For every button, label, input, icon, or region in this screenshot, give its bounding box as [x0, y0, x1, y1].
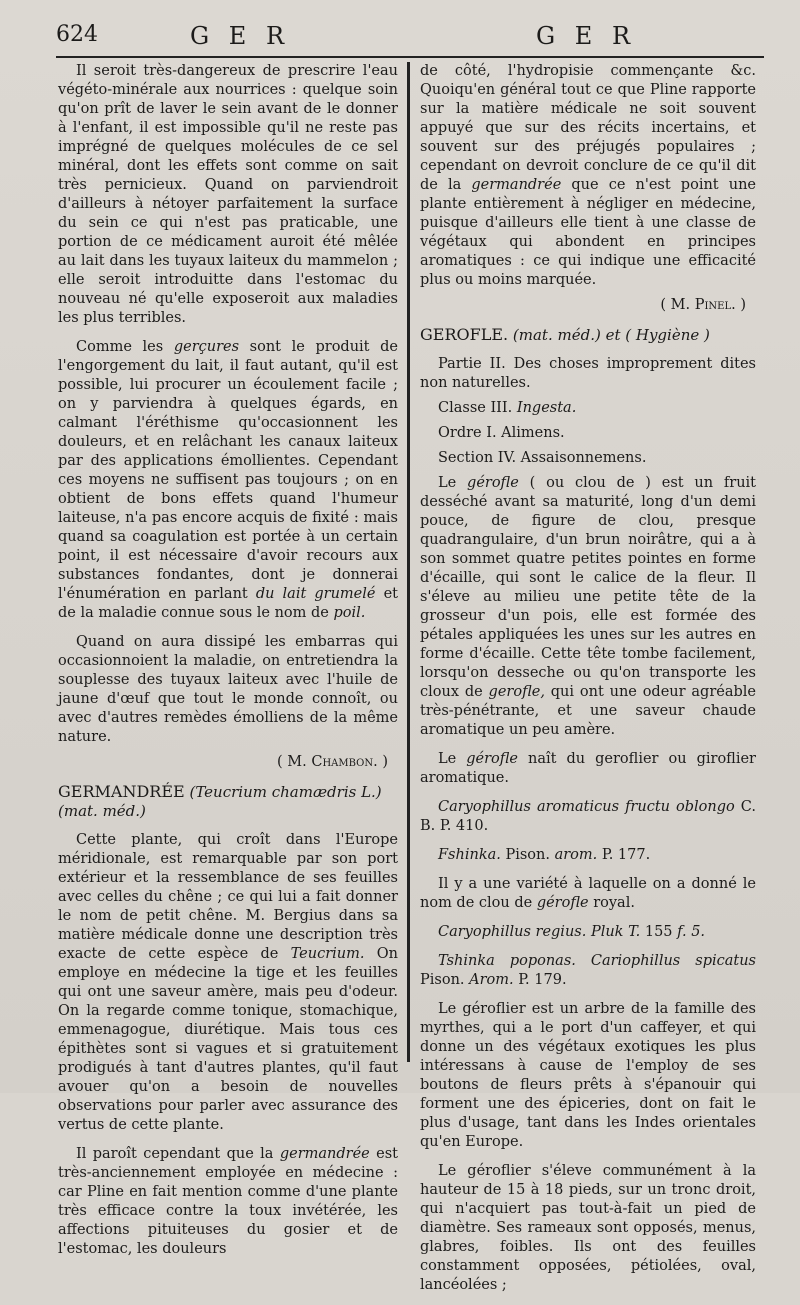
left-running-head: G E R	[190, 22, 291, 50]
column-divider	[407, 62, 410, 1062]
paragraph: Cette plante, qui croît dans l'Europe méridionale, est remarquable par son port extérieur et la ressemblance de ses feuilles avec celles du chêne ; ce qui lui a fait donner le nom de petit chêne. M. Bergius dans sa matière médicale donne une description très exacte de cette espèce de Teucrium. On employe en médecine la tige et les feuilles qui ont une saveur amère, mais peu d'odeur. On la regarde comme tonique, stomachique, emmenagogue, diurétique. Mais tous ces épithètes sont si vagues et si gratuitement prodigués à tant d'autres plantes, qu'il faut avouer qu'on a besoin de nouvelles observations pour parler avec assurance des vertus de cette plante.	[58, 832, 398, 1133]
paragraph: Il y a une variété à laquelle on a donné le nom de clou de gérofle royal.	[420, 876, 756, 911]
classification-classe: Classe III. Ingesta.	[438, 400, 577, 416]
entry-heading: GEROFLE. (mat. méd.) et ( Hygiène )	[420, 325, 710, 344]
synonym-line: Caryophillus regius. Pluk T. 155 f. 5.	[438, 924, 706, 940]
right-column	[420, 62, 756, 1305]
paragraph: Quand on aura dissipé les embarras qui occasionnoient la maladie, on entretiendra la souplesse des tuyaux laiteux avec l'huile de jaune d'œuf que tout le monde connoît, ou avec d'autres remèdes émolliens de la même nature.	[58, 634, 398, 745]
page-header	[0, 22, 800, 58]
paragraph: de côté, l'hydropisie commençante &c. Quoiqu'en général tout ce que Pline rapporte sur la matière médicale ne soit souvent appuyé que sur des récits incertains, et souvent sur des préjugés populaires ; cependant on devroit conclure de ce qu'il dit de la germandrée que ce n'est point une plante entièrement à négliger en médecine, puisque d'ailleurs elle tient à une classe de végétaux qui abondent en principes aromatiques : ce qui indique une efficacité plus ou moins marquée.	[420, 63, 756, 288]
synonym-line: Caryophillus aromaticus fructu oblongo C. B. P. 410.	[420, 799, 756, 834]
header-rule	[56, 56, 764, 58]
classification-section: Section IV. Assaisonnemens.	[438, 450, 647, 466]
paragraph: Il seroit très-dangereux de prescrire l'eau végéto-minérale aux nourrices : quelque soin qu'on prît de laver le sein avant de le donner à l'enfant, il est impossible qu'il ne reste pas imprégné de quelques molécules de ce sel minéral, dont les effets sont comme on sait très pernicieux. Quand on parviendroit d'ailleurs à nétoyer parfaitement la surface du sein ce qui n'est pas praticable, une portion de ce médicament auroit été mêlée au lait dans les tuyaux laiteux du mammelon ; elle seroit introduitte dans l'estomac du nouveau né qu'elle exposeroit aux maladies les plus terribles.	[58, 63, 398, 326]
author-signature: ( M. Pinel. )	[660, 297, 746, 313]
right-running-head: G E R	[536, 22, 637, 50]
paragraph: Le gérofle naît du geroflier ou giroflier aromatique.	[420, 751, 756, 786]
paragraph: Le géroflier s'éleve communément à la hauteur de 15 à 18 pieds, sur un tronc droit, qui n'acquiert pas tout-à-fait un pied de diamètre. Ses rameaux sont opposés, menus, glabres, foibles. Ils ont des feuilles constamment opposées, pétiolées, oval, lancéolées ;	[420, 1163, 756, 1293]
classification-partie: Partie II. Des choses improprement dites non naturelles.	[420, 356, 756, 391]
synonym-line: Fshinka. Pison. arom. P. 177.	[438, 847, 651, 863]
entry-heading: GERMANDRÉE (Teucrium chamædris L.) (mat. méd.)	[58, 782, 382, 820]
page-number: 624	[56, 22, 98, 47]
paragraph: Le géroflier est un arbre de la famille des myrthes, qui a le port d'un caffeyer, et qui donne un des végétaux exotiques les plus intéressans à cause de l'employ de ses boutons de fleurs prêts à s'épanouir qui forment une des épiceries, dont on fait le plus d'usage, tant dans les Indes orientales qu'en Europe.	[420, 1001, 756, 1150]
classification-ordre: Ordre I. Alimens.	[438, 425, 565, 441]
paragraph: Le gérofle ( ou clou de ) est un fruit desséché avant sa maturité, long d'un demi pouce, de figure de clou, presque quadrangulaire, d'un brun noirâtre, qui a à son sommet quatre petites pointes en forme d'écaille, qui sont le calice de la fleur. Il s'éleve au milieu une petite tête de la grosseur d'un pois, elle est formée des pétales appliquées les unes sur les autres en forme d'écaille. Cette tête tombe facilement, lorsqu'on desseche ou qu'on transporte les cloux de gerofle, qui ont une odeur agréable très-pénétrante, et une saveur chaude aromatique un peu amère.	[420, 475, 756, 738]
paragraph: Il paroît cependant que la germandrée est très-anciennement employée en médecine : car Pline en fait mention comme d'une plante très efficace contre la toux invétérée, les affections pituiteuses du gosier et de l'estomac, les douleurs	[58, 1146, 398, 1257]
author-signature: ( M. Chambon. )	[277, 754, 388, 770]
synonym-line: Tshinka poponas. Cariophillus spicatus Pison. Arom. P. 179.	[420, 953, 756, 988]
left-column	[58, 62, 398, 1269]
paragraph: Comme les gerçures sont le produit de l'engorgement du lait, il faut autant, qu'il est possible, lui procurer un écoulement facile ; on y parviendra à quelques égards, en calmant l'éréthisme qu'occasionnent les douleurs, et en relâchant les canaux laiteux par des applications émollientes. Cependant ces moyens ne suffisent pas toujours ; on en obtient de bons effets quand l'humeur laiteuse, n'a pas encore acquis de fixité : mais quand sa coagulation est portée à un certain point, il est nécessaire d'avoir recours aux substances fondantes, dont je donnerai l'énumération en parlant du lait grumelé et de la maladie connue sous le nom de poil.	[58, 339, 398, 621]
